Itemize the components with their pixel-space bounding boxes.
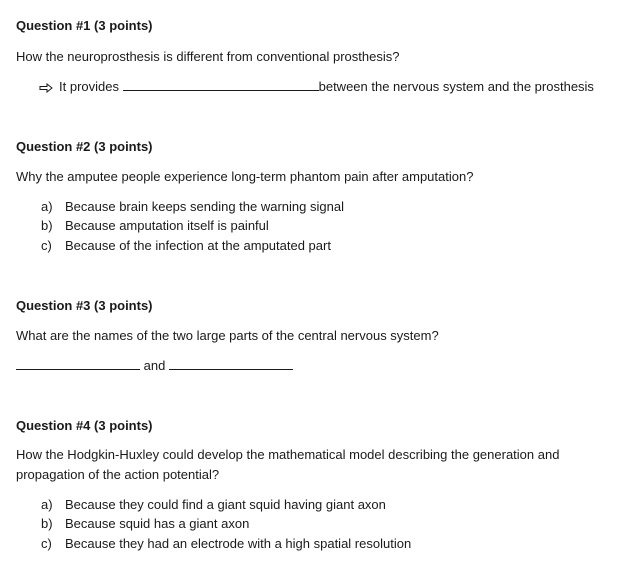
q2-option-a-text: Because brain keeps sending the warning signal	[65, 199, 344, 214]
q1-fill-line	[39, 79, 594, 94]
q4-option-a[interactable]	[41, 497, 386, 512]
q1-fill-prefix: It provides	[59, 79, 119, 94]
q3-answer-blank-2[interactable]	[169, 359, 293, 370]
q2-option-b-text: Because amputation itself is painful	[65, 218, 269, 233]
q4-title: Question #4 (3 points)	[16, 418, 153, 433]
q1-title: Question #1 (3 points)	[16, 18, 153, 33]
q2-option-a-letter: a)	[41, 199, 53, 214]
q4-option-c[interactable]	[41, 536, 411, 551]
q2-option-a[interactable]	[41, 199, 344, 214]
q2-option-b-letter: b)	[41, 218, 53, 233]
q4-option-c-letter: c)	[41, 536, 52, 551]
q2-option-c-letter: c)	[41, 238, 52, 253]
q2-title: Question #2 (3 points)	[16, 139, 153, 154]
q4-option-a-letter: a)	[41, 497, 53, 512]
q4-option-a-text: Because they could find a giant squid having giant axon	[65, 497, 386, 512]
q3-answer-blank-1[interactable]	[16, 359, 140, 370]
q2-question: Why the amputee people experience long-term phantom pain after amputation?	[16, 169, 474, 184]
q4-question-line2: propagation of the action potential?	[16, 467, 220, 482]
q3-fill-line	[16, 358, 293, 373]
q4-option-b-text: Because squid has a giant axon	[65, 516, 250, 531]
q3-question: What are the names of the two large parts of the central nervous system?	[16, 328, 439, 343]
q2-option-c-text: Because of the infection at the amputated part	[65, 238, 331, 253]
q3-title: Question #3 (3 points)	[16, 298, 153, 313]
q4-option-c-text: Because they had an electrode with a high spatial resolution	[65, 536, 412, 551]
q1-fill-suffix: between the nervous system and the prosthesis	[318, 79, 594, 94]
q2-option-b[interactable]	[41, 218, 269, 233]
q3-and-word: and	[143, 358, 166, 373]
right-arrow-icon	[39, 83, 53, 93]
q1-answer-blank[interactable]	[123, 80, 319, 91]
q4-question-line1: How the Hodgkin-Huxley could develop the mathematical model describing the generation and	[16, 447, 560, 462]
q1-question: How the neuroprosthesis is different from conventional prosthesis?	[16, 49, 400, 64]
q4-option-b[interactable]	[41, 516, 249, 531]
q4-option-b-letter: b)	[41, 516, 53, 531]
q2-option-c[interactable]	[41, 238, 331, 253]
